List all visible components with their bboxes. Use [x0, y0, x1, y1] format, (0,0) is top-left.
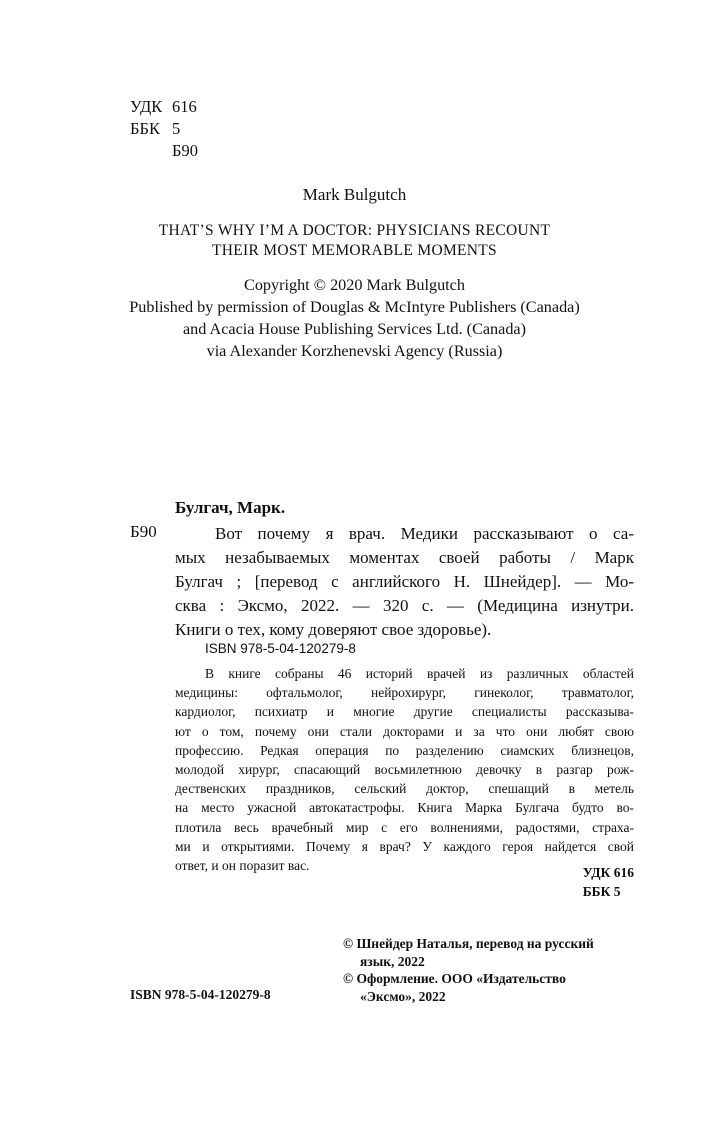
bbk-value: 5 — [172, 119, 181, 138]
author-sign: Б90 — [172, 141, 198, 160]
description-line: Книги о тех, кому доверяют свое здоровье). — [175, 620, 492, 639]
library-card-isbn: ISBN 978-5-04-120279-8 — [205, 641, 356, 656]
description-line: мых незабываемых моментах своей работы / Марк — [175, 548, 634, 567]
original-author: Mark Bulgutch — [302, 185, 407, 204]
annotation-line: молодой хирург, спасающий восьмилетнюю девочку в разгар рож- — [175, 762, 634, 778]
udk-row — [130, 96, 198, 118]
translation-copyright-cont: язык, 2022 — [360, 953, 425, 969]
original-title — [0, 221, 709, 261]
copyright-line: via Alexander Korzhenevski Agency (Russia) — [206, 342, 503, 360]
copyright-line: and Acacia House Publishing Services Ltd. (Canada) — [183, 320, 526, 338]
classification-block — [130, 96, 198, 162]
description-line: Вот почему я врач. Медики рассказывают о са- — [215, 524, 634, 543]
footer-isbn: ISBN 978-5-04-120279-8 — [130, 987, 271, 1002]
translation-copyright: © Шнейдер Наталья, перевод на русский — [343, 936, 594, 951]
card-bbk: ББК 5 — [582, 884, 621, 899]
library-card-author: Булгач, Марк. — [175, 498, 286, 517]
annotation-line: ми и открытиями. Почему я врач? У каждого героя найдется свой — [175, 838, 634, 854]
annotation-line: В книге собраны 46 историй врачей из различных областей — [205, 666, 634, 681]
design-copyright: © Оформление. ООО «Издательство — [343, 971, 566, 986]
annotation-line: профессию. Редкая операция по разделению сиамских близнецов, — [175, 742, 634, 758]
description-line: сква : Эксмо, 2022. — 320 с. — (Медицина изнутри. — [175, 596, 634, 615]
original-title-line: THAT’S WHY I’M A DOCTOR: PHYSICIANS RECOUNT — [158, 222, 551, 239]
description-line: Булгач ; [перевод с английского Н. Шнейдер]. — Мо- — [175, 572, 634, 591]
annotation-line: дественских праздников, сельский доктор, спешащий в метель — [175, 781, 634, 797]
annotation-line: ют о том, почему они стали докторами и за что они любят свою — [175, 723, 634, 739]
library-card-description — [175, 522, 634, 642]
bbk-label: ББК — [130, 119, 160, 138]
copyright-line: Published by permission of Douglas & McIntyre Publishers (Canada) — [129, 298, 580, 316]
annotation — [175, 664, 634, 875]
udk-label: УДК — [130, 97, 163, 116]
original-copyright — [0, 274, 709, 362]
annotation-line: плотила весь врачебный мир с его волнениями, радостями, страха- — [175, 819, 634, 835]
copyright-line: Copyright © 2020 Mark Bulgutch — [244, 276, 465, 294]
annotation-line: кардиолог, психиатр и многие другие специалисты рассказыва- — [175, 704, 634, 720]
design-copyright-cont: «Эксмо», 2022 — [360, 988, 446, 1004]
original-title-line: THEIR MOST MEMORABLE MOMENTS — [212, 242, 497, 259]
author-sign-row — [130, 140, 198, 162]
annotation-line: на место ужасной автокатастрофы. Книга Марка Булгача будто во- — [175, 800, 634, 816]
bbk-row — [130, 118, 198, 140]
card-classification — [583, 863, 634, 901]
udk-value: 616 — [172, 97, 197, 116]
annotation-line: медицины: офтальмолог, нейрохирург, гинеколог, травматолог, — [175, 685, 634, 701]
footer-copyrights — [343, 935, 643, 1005]
library-card-code: Б90 — [130, 522, 157, 541]
card-udk: УДК 616 — [582, 865, 634, 880]
annotation-line: ответ, и он поразит вас. — [175, 858, 310, 874]
